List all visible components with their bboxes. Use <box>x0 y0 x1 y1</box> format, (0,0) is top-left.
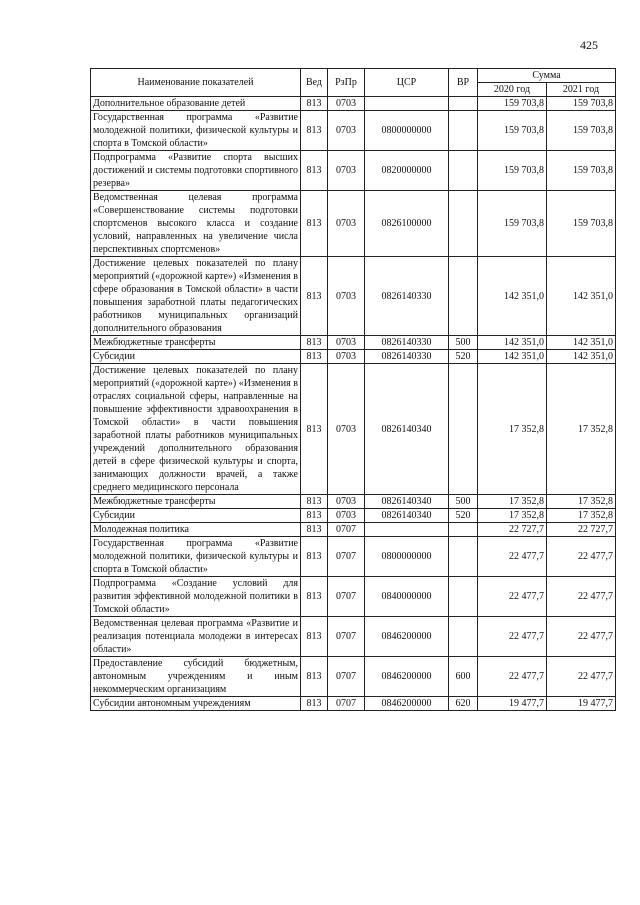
cell-name: Подпрограмма «Развитие спорта высших достижений и системы подготовки спортивного резерва» <box>91 151 301 191</box>
cell-csr: 0846200000 <box>365 617 449 657</box>
cell-ved: 813 <box>301 509 328 523</box>
cell-sum-2021: 142 351,0 <box>547 257 616 336</box>
cell-vr <box>449 523 478 537</box>
cell-vr <box>449 537 478 577</box>
cell-rzpr: 0703 <box>328 364 365 495</box>
header-name: Наименование показателей <box>91 69 301 97</box>
cell-vr <box>449 151 478 191</box>
cell-name: Подпрограмма «Создание условий для развития эффективной молодежной политики в Томской области» <box>91 577 301 617</box>
cell-sum-2020: 159 703,8 <box>478 191 547 257</box>
cell-csr: 0826140340 <box>365 509 449 523</box>
table-row <box>91 97 616 111</box>
header-csr: ЦСР <box>365 69 449 97</box>
cell-rzpr: 0703 <box>328 509 365 523</box>
cell-ved: 813 <box>301 111 328 151</box>
cell-name: Дополнительное образование детей <box>91 97 301 111</box>
cell-sum-2020: 19 477,7 <box>478 697 547 711</box>
cell-ved: 813 <box>301 697 328 711</box>
cell-name: Субсидии автономным учреждениям <box>91 697 301 711</box>
cell-sum-2020: 17 352,8 <box>478 364 547 495</box>
table-header <box>91 69 616 97</box>
table-row <box>91 657 616 697</box>
cell-ved: 813 <box>301 364 328 495</box>
cell-vr: 500 <box>449 495 478 509</box>
cell-ved: 813 <box>301 151 328 191</box>
table-row <box>91 364 616 495</box>
cell-ved: 813 <box>301 350 328 364</box>
cell-name: Предоставление субсидий бюджетным, автономным учреждениям и иным некоммерческим организациям <box>91 657 301 697</box>
cell-vr <box>449 617 478 657</box>
cell-sum-2020: 22 477,7 <box>478 537 547 577</box>
cell-sum-2021: 17 352,8 <box>547 495 616 509</box>
cell-ved: 813 <box>301 495 328 509</box>
cell-ved: 813 <box>301 537 328 577</box>
table-body <box>91 97 616 711</box>
cell-name: Достижение целевых показателей по плану мероприятий («дорожной карте») «Изменения в сфере образования в Томской области» в части повышения заработной платы педагогических работников муниципальных организаций дополнительного образования <box>91 257 301 336</box>
cell-name: Межбюджетные трансферты <box>91 336 301 350</box>
cell-csr: 0826100000 <box>365 191 449 257</box>
budget-table <box>90 68 616 711</box>
cell-sum-2021: 22 477,7 <box>547 537 616 577</box>
cell-csr: 0826140340 <box>365 495 449 509</box>
cell-sum-2021: 142 351,0 <box>547 350 616 364</box>
cell-name: Межбюджетные трансферты <box>91 495 301 509</box>
cell-rzpr: 0703 <box>328 151 365 191</box>
cell-rzpr: 0707 <box>328 617 365 657</box>
header-2020: 2020 год <box>478 83 547 97</box>
header-ved: Вед <box>301 69 328 97</box>
cell-vr: 600 <box>449 657 478 697</box>
cell-sum-2020: 17 352,8 <box>478 509 547 523</box>
cell-rzpr: 0707 <box>328 537 365 577</box>
cell-sum-2020: 22 477,7 <box>478 577 547 617</box>
cell-name: Молодежная политика <box>91 523 301 537</box>
cell-vr <box>449 577 478 617</box>
table-row <box>91 495 616 509</box>
cell-name: Ведомственная целевая программа «Совершенствование системы подготовки спортсменов высокого класса и создание условий, направленных на увеличение числа перспективных спортсменов» <box>91 191 301 257</box>
cell-vr: 500 <box>449 336 478 350</box>
table-row <box>91 151 616 191</box>
cell-rzpr: 0707 <box>328 577 365 617</box>
cell-csr: 0820000000 <box>365 151 449 191</box>
cell-rzpr: 0703 <box>328 257 365 336</box>
cell-csr: 0840000000 <box>365 577 449 617</box>
cell-rzpr: 0703 <box>328 336 365 350</box>
cell-csr: 0800000000 <box>365 111 449 151</box>
cell-sum-2020: 22 477,7 <box>478 657 547 697</box>
cell-name: Субсидии <box>91 350 301 364</box>
table-row <box>91 537 616 577</box>
header-2021: 2021 год <box>547 83 616 97</box>
cell-sum-2021: 17 352,8 <box>547 364 616 495</box>
cell-csr: 0826140330 <box>365 350 449 364</box>
cell-sum-2021: 17 352,8 <box>547 509 616 523</box>
cell-sum-2020: 142 351,0 <box>478 350 547 364</box>
cell-csr: 0800000000 <box>365 537 449 577</box>
cell-sum-2020: 142 351,0 <box>478 257 547 336</box>
cell-sum-2021: 159 703,8 <box>547 97 616 111</box>
cell-sum-2021: 22 727,7 <box>547 523 616 537</box>
cell-ved: 813 <box>301 336 328 350</box>
cell-sum-2020: 22 727,7 <box>478 523 547 537</box>
cell-sum-2021: 22 477,7 <box>547 657 616 697</box>
header-sum: Сумма <box>478 69 616 83</box>
cell-csr: 0826140340 <box>365 364 449 495</box>
cell-vr <box>449 257 478 336</box>
cell-ved: 813 <box>301 523 328 537</box>
cell-sum-2020: 17 352,8 <box>478 495 547 509</box>
cell-name: Субсидии <box>91 509 301 523</box>
page-number: 425 <box>580 38 598 52</box>
cell-sum-2021: 142 351,0 <box>547 336 616 350</box>
cell-ved: 813 <box>301 257 328 336</box>
cell-name: Ведомственная целевая программа «Развитие и реализация потенциала молодежи в интересах области» <box>91 617 301 657</box>
cell-csr: 0826140330 <box>365 336 449 350</box>
cell-sum-2020: 142 351,0 <box>478 336 547 350</box>
cell-csr: 0826140330 <box>365 257 449 336</box>
table-row <box>91 111 616 151</box>
cell-sum-2020: 159 703,8 <box>478 151 547 191</box>
cell-rzpr: 0703 <box>328 97 365 111</box>
table-row <box>91 257 616 336</box>
cell-rzpr: 0703 <box>328 191 365 257</box>
cell-sum-2020: 22 477,7 <box>478 617 547 657</box>
cell-sum-2021: 22 477,7 <box>547 577 616 617</box>
cell-rzpr: 0703 <box>328 111 365 151</box>
cell-rzpr: 0707 <box>328 523 365 537</box>
cell-sum-2021: 159 703,8 <box>547 111 616 151</box>
cell-sum-2021: 22 477,7 <box>547 617 616 657</box>
cell-sum-2020: 159 703,8 <box>478 97 547 111</box>
cell-vr <box>449 97 478 111</box>
table-row <box>91 509 616 523</box>
cell-ved: 813 <box>301 191 328 257</box>
cell-sum-2021: 19 477,7 <box>547 697 616 711</box>
cell-csr <box>365 523 449 537</box>
cell-csr: 0846200000 <box>365 697 449 711</box>
cell-sum-2021: 159 703,8 <box>547 191 616 257</box>
cell-name: Государственная программа «Развитие молодежной политики, физической культуры и спорта в Томской области» <box>91 537 301 577</box>
cell-name: Государственная программа «Развитие молодежной политики, физической культуры и спорта в Томской области» <box>91 111 301 151</box>
table-row <box>91 350 616 364</box>
table-row <box>91 577 616 617</box>
cell-rzpr: 0707 <box>328 657 365 697</box>
cell-vr: 620 <box>449 697 478 711</box>
table-row <box>91 617 616 657</box>
cell-sum-2021: 159 703,8 <box>547 151 616 191</box>
table-row <box>91 523 616 537</box>
cell-vr <box>449 191 478 257</box>
cell-name: Достижение целевых показателей по плану мероприятий («дорожной карте») «Изменения в отраслях социальной сферы, направленные на повышение эффективности здравоохранения в Томской области» в части повышения заработной платы работников муниципальных учреждений дополнительного образования детей в сфере физической культуры и спорта, занимающих должности врачей, а также среднего медицинского персонала <box>91 364 301 495</box>
cell-vr: 520 <box>449 509 478 523</box>
cell-ved: 813 <box>301 657 328 697</box>
cell-ved: 813 <box>301 617 328 657</box>
header-rzpr: РзПр <box>328 69 365 97</box>
cell-vr: 520 <box>449 350 478 364</box>
cell-sum-2020: 159 703,8 <box>478 111 547 151</box>
cell-ved: 813 <box>301 97 328 111</box>
cell-rzpr: 0703 <box>328 495 365 509</box>
header-vr: ВР <box>449 69 478 97</box>
cell-vr <box>449 111 478 151</box>
cell-csr <box>365 97 449 111</box>
table-row <box>91 336 616 350</box>
cell-csr: 0846200000 <box>365 657 449 697</box>
cell-vr <box>449 364 478 495</box>
cell-rzpr: 0707 <box>328 697 365 711</box>
table-row <box>91 191 616 257</box>
cell-rzpr: 0703 <box>328 350 365 364</box>
table-row <box>91 697 616 711</box>
cell-ved: 813 <box>301 577 328 617</box>
